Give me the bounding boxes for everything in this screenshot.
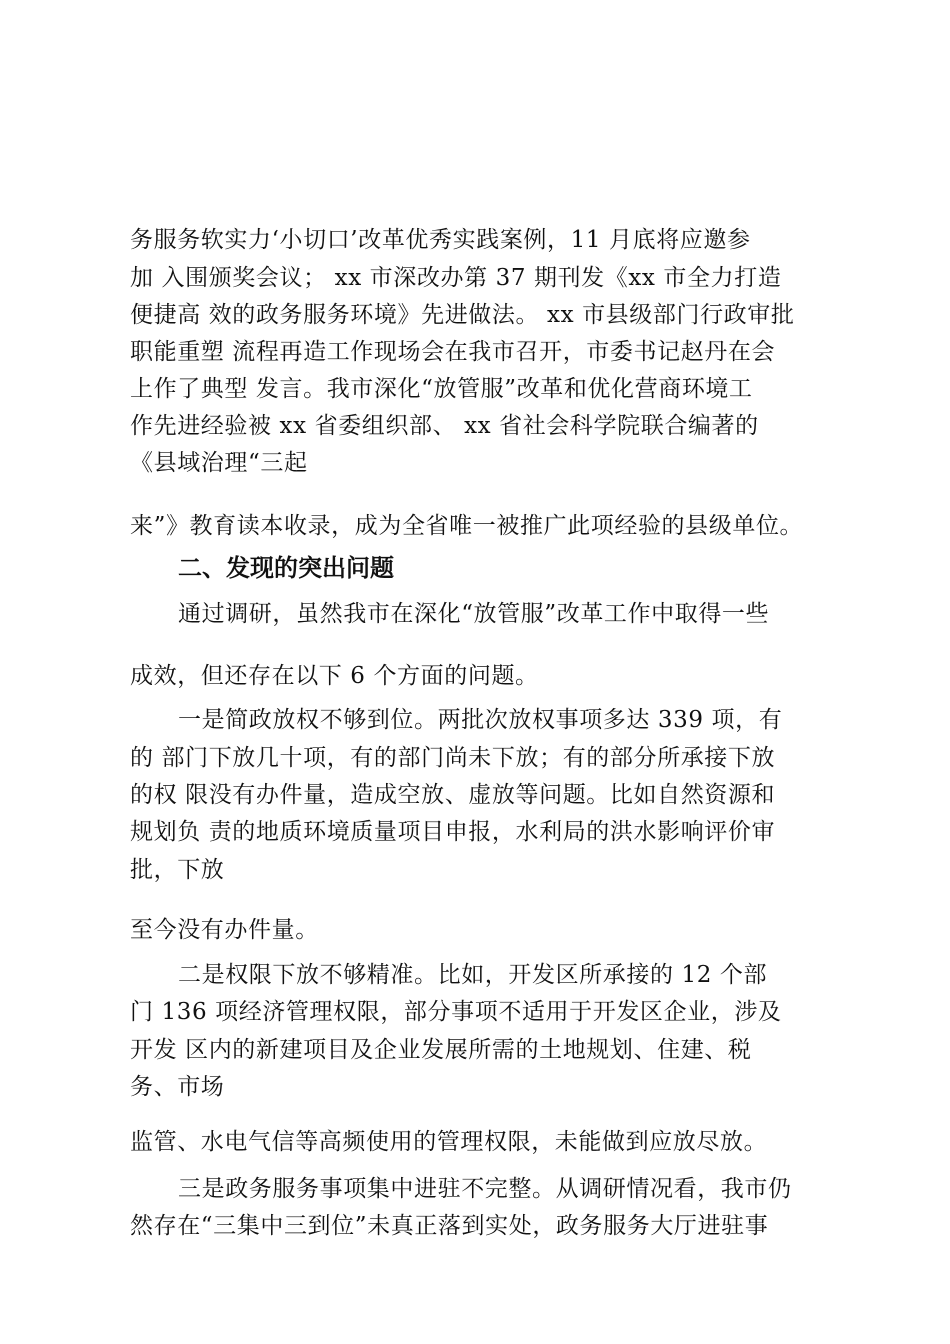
text-line: 务服务软实力‘小切口’改革优秀实践案例，11 月底将应邀参 (130, 227, 751, 253)
text-line: 门 136 项经济管理权限，部分事项不适用于开发区企业，涉及 (130, 999, 782, 1025)
text-line: 《县域治理“三起 (130, 450, 308, 476)
text-line: 上作了典型 发言。我市深化“放管服”改革和优化营商环境工 (130, 376, 753, 402)
text-line: 监管、水电气信等高频使用的管理权限，未能做到应放尽放。 (130, 1129, 768, 1155)
text-line: 至今没有办件量。 (130, 917, 319, 943)
text-line: 的权 限没有办件量，造成空放、虚放等问题。比如自然资源和 (130, 782, 776, 808)
text-line: 来”》教育读本收录，成为全省唯一被推广此项经验的县级单位。 (130, 513, 804, 539)
text-line: 加 入围颁奖会议； xx 市深改办第 37 期刊发《xx 市全力打造 (130, 265, 782, 291)
text-line: 便捷高 效的政务服务环境》先进做法。 xx 市县级部门行政审批 (130, 302, 795, 328)
text-line: 一是简政放权不够到位。两批次放权事项多达 339 项，有 (178, 707, 783, 733)
section-heading: 二、发现的突出问题 (178, 554, 394, 582)
text-line: 规划负 责的地质环境质量项目申报，水利局的洪水影响评价审 (130, 819, 776, 845)
text-line: 三是政务服务事项集中进驻不完整。从调研情况看，我市仍 (178, 1176, 792, 1202)
text-line: 作先进经验被 xx 省委组织部、 xx 省社会科学院联合编著的 (130, 413, 759, 439)
text-line: 成效，但还存在以下 6 个方面的问题。 (130, 663, 539, 689)
text-line: 通过调研，虽然我市在深化“放管服”改革工作中取得一些 (178, 601, 770, 627)
text-line: 的 部门下放几十项，有的部门尚未下放；有的部分所承接下放 (130, 745, 776, 771)
text-line: 然存在“三集中三到位”未真正落到实处，政务服务大厅进驻事 (130, 1213, 769, 1239)
text-line: 二是权限下放不够精准。比如，开发区所承接的 12 个部 (178, 962, 768, 988)
text-line: 职能重塑 流程再造工作现场会在我市召开，市委书记赵丹在会 (130, 339, 776, 365)
text-line: 务、市场 (130, 1074, 225, 1100)
text-line: 批，下放 (130, 857, 225, 883)
text-line: 开发 区内的新建项目及企业发展所需的土地规划、住建、税 (130, 1037, 752, 1063)
